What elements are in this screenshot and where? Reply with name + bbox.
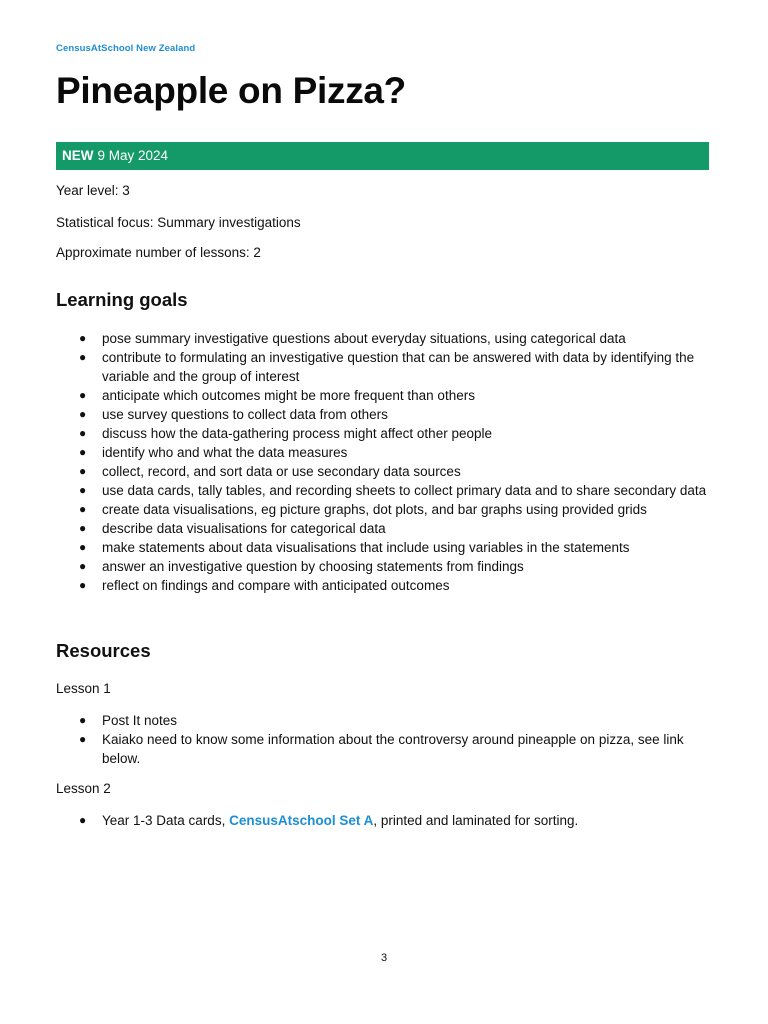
list-item: ● contribute to formulating an investigative question that can be answered with data by identifying the variable and the group of interest: [79, 350, 695, 384]
list-item: ● Year 1-3 Data cards, CensusAtschool Set A, printed and laminated for sorting.: [79, 813, 579, 828]
banner-date: 9 May 2024: [97, 148, 169, 163]
list-item: ● collect, record, and sort data or use secondary data sources: [79, 464, 461, 479]
learning-goals-list: [56, 329, 710, 595]
list-item: ● make statements about data visualisations that include using variables in the statements: [79, 540, 630, 555]
bullet-icon: ●: [79, 540, 87, 554]
list-item: ● anticipate which outcomes might be more frequent than others: [79, 388, 475, 403]
bullet-icon: ●: [79, 388, 87, 402]
bullet-icon: ●: [79, 426, 87, 440]
censusatschool-set-a-link[interactable]: CensusAtschool Set A: [229, 813, 374, 828]
bullet-icon: ●: [79, 483, 87, 497]
bullet-icon: ●: [79, 813, 87, 827]
page-title: Pineapple on Pizza?: [56, 70, 406, 111]
list-item: ● answer an investigative question by choosing statements from findings: [79, 559, 524, 574]
learning-goals-heading: Learning goals: [56, 289, 188, 310]
bullet-icon: ●: [79, 713, 87, 727]
list-item: ● describe data visualisations for categorical data: [79, 521, 386, 536]
bullet-icon: ●: [79, 407, 87, 421]
list-item: ● pose summary investigative questions about everyday situations, using categorical data: [79, 331, 626, 346]
bullet-icon: ●: [79, 559, 87, 573]
new-badge: NEW: [62, 148, 94, 163]
bullet-icon: ●: [79, 732, 87, 746]
lesson-count: Approximate number of lessons: 2: [56, 245, 261, 260]
new-banner: [56, 142, 709, 170]
bullet-icon: ●: [79, 331, 87, 345]
bullet-icon: ●: [79, 502, 87, 516]
bullet-icon: ●: [79, 521, 87, 535]
list-item: ● use survey questions to collect data from others: [79, 407, 388, 422]
bullet-icon: ●: [79, 445, 87, 459]
site-name: CensusAtSchool New Zealand: [56, 43, 196, 54]
page-number: 3: [380, 952, 388, 964]
list-item: ● Post It notes: [79, 713, 178, 728]
list-item: ● create data visualisations, eg picture graphs, dot plots, and bar graphs using provided grids: [79, 502, 647, 517]
list-item: ● reflect on findings and compare with anticipated outcomes: [79, 578, 450, 593]
lesson-1-label: Lesson 1: [56, 681, 111, 696]
bullet-icon: ●: [79, 578, 87, 592]
resources-heading: Resources: [56, 640, 151, 661]
statistical-focus: Statistical focus: Summary investigations: [56, 215, 301, 230]
bullet-icon: ●: [79, 464, 87, 478]
bullet-icon: ●: [79, 350, 87, 364]
lesson-2-label: Lesson 2: [56, 781, 111, 796]
list-item: ● identify who and what the data measures: [79, 445, 348, 460]
year-level: Year level: 3: [56, 183, 130, 198]
list-item: ● use data cards, tally tables, and recording sheets to collect primary data and to share secondary data: [79, 483, 707, 498]
lesson-2-list: [56, 811, 710, 830]
list-item: ● Kaiako need to know some information about the controversy around pineapple on pizza, see link below.: [79, 732, 684, 766]
list-item: ● discuss how the data-gathering process might affect other people: [79, 426, 492, 441]
lesson-1-list: [56, 711, 710, 768]
